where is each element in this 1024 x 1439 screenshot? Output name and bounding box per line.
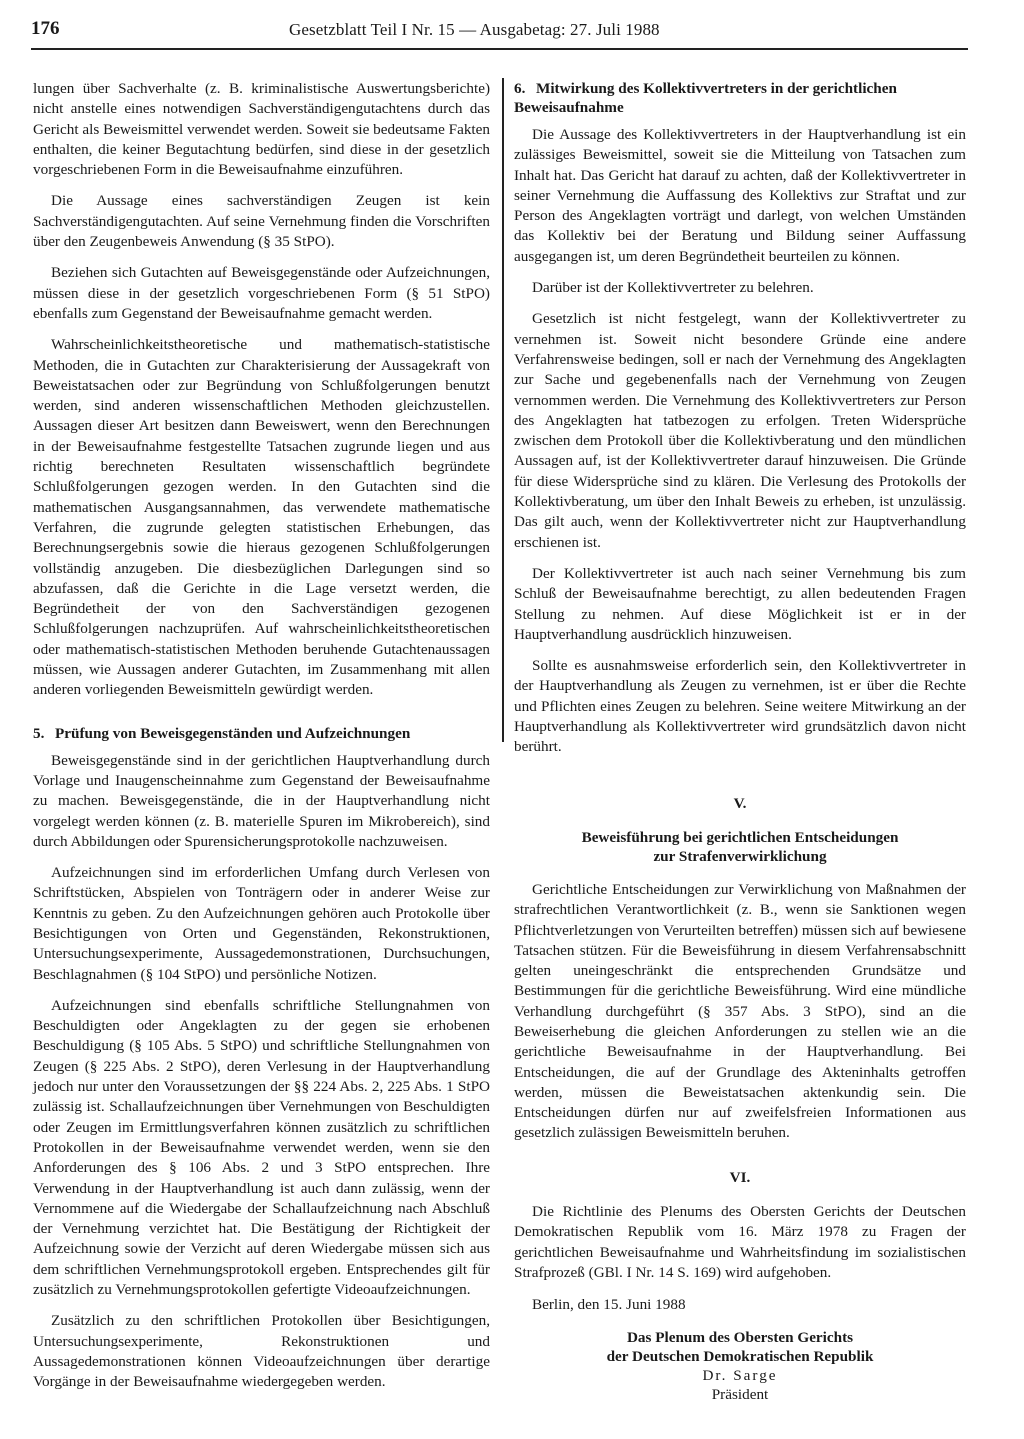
page-header (31, 14, 968, 50)
heading-title: Mitwirkung des Kollektivvertreters in der gerichtlichen Beweisaufnahme (514, 80, 897, 116)
heading-number: 5. (33, 724, 45, 742)
paragraph: Gerichtliche Entscheidungen zur Verwirklichung von Maßnahmen der strafrechtlichen Verantwortlichkeit (z. B., wenn sie Sanktionen wegen Pflichtverletzungen von Verurteilten betreffen) müssen sich auf bewiesene Tatsachen stützen. Für die Beweisführung in diesem Verfahrensabschnitt gelten uneingeschränkt die entsprechenden Grundsätze und Bestimmungen für die gerichtliche Beweisführung. Wird eine mündliche Verhandlung durchgeführt (§ 357 Abs. 3 StPO), sind an die Beweiserhebung die gleichen Anforderungen zu stellen wie an die gerichtliche Beweisaufnahme in der Hauptverhandlung. Bei Entscheidungen, die auf der Grundlage des Akteninhalts getroffen werden, müssen die Beweistatsachen aktenkundig sein. Die Entscheidungen dürfen nur auf zweifelsfreien Informationen aus gesetzlich zulässigen Beweismitteln beruhen. (514, 880, 966, 1142)
signer-name: Dr. Sarge (702, 1366, 778, 1384)
paragraph: Beweisgegenstände sind in der gerichtlichen Hauptverhandlung durch Vorlage und Inaugenscheinnahme zum Gegenstand der Beweisaufnahme zu machen. Beweisgegenstände, die in der Hauptverhandlung nicht vorgelegt werden können (z. B. materielle Spuren im Mikrobereich), sind durch Abbildungen oder Spurensicherungsprotokolle nachzuweisen. (33, 751, 490, 850)
paragraph: Aufzeichnungen sind ebenfalls schriftliche Stellungnahmen von Beschuldigten oder Angeklagten zu der gegen sie erhobenen Beschuldigung (§ 105 Abs. 5 StPO) und schriftliche Stellungnahmen von Zeugen (§ 225 Abs. 2 StPO), deren Verlesung in der Hauptverhandlung jedoch nur unter den Voraussetzungen der §§ 224 Abs. 2, 225 Abs. 1 StPO zulässig ist. Schallaufzeichnungen über Vernehmungen von Beschuldigten oder Zeugen im Ermittlungsverfahren können zusätzlich zu schriftlichen Protokollen in der Beweisaufnahme verwendet werden, wenn sie den Anforderungen des § 106 Abs. 2 und 3 StPO entsprechen. Ihre Verwendung in der Hauptverhandlung ist auch dann zulässig, wenn der Vernommene auf die Wiedergabe der Schallaufzeichnung nach Abschluß der Vernehmung verzichtet hat. Die Bestätigung der Richtigkeit der Aufzeichnung sowie der Verzicht auf deren Wiedergabe müssen sich aus dem schriftlichen Vernehmungsprotokoll ergeben. Entsprechendes gilt für zusätzlich zu Vernehmungsprotokollen gefertigte Videoaufzeichnungen. (33, 996, 490, 1299)
header-rule (31, 48, 968, 50)
section-number-vi: VI. (729, 1168, 751, 1186)
column-divider (502, 78, 504, 742)
paragraph: Beziehen sich Gutachten auf Beweisgegenstände oder Aufzeichnungen, müssen diese in der gesetzlich vorgeschriebenen Form (§ 51 StPO) ebenfalls zum Gegenstand der Beweisaufnahme gemacht werden. (33, 264, 490, 322)
signature-line: der Deutschen Demokratischen Republik (606, 1347, 874, 1365)
section-heading-5 (33, 724, 490, 743)
section-number-v: V. (733, 794, 747, 812)
section-heading-6 (514, 79, 966, 117)
signer-title: Präsident (711, 1385, 769, 1403)
place-date: Berlin, den 15. Juni 1988 (532, 1296, 686, 1314)
left-column (33, 79, 490, 1404)
signature-block (514, 1328, 966, 1366)
paragraph: lungen über Sachverhalte (z. B. kriminalistische Auswertungsberichte) nicht anstelle eines notwendigen Sachverständigengutachtens durch das Gericht als Beweismittel verwendet werden. Soweit sie bedeutsame Fakten enthalten, die keiner Begutachtung bedürfen, sind diese in der gesetzlich vorgeschriebenen Form in die Beweisaufnahme einzuführen. (33, 80, 490, 179)
section-title-line: Beweisführung bei gerichtlichen Entscheidungen (581, 828, 899, 846)
paragraph: Der Kollektivvertreter ist auch nach seiner Vernehmung bis zum Schluß der Beweisaufnahme berechtigt, zu allen bedeutenden Fragen Stellung zu nehmen. Auf diese Möglichkeit ist er in der Hauptverhandlung ausdrücklich hinzuweisen. (514, 564, 966, 643)
paragraph: Darüber ist der Kollektivvertreter zu belehren. (532, 279, 814, 297)
paragraph: Die Richtlinie des Plenums des Obersten Gerichts der Deutschen Demokratischen Republik vom 16. März 1978 zu Fragen der gerichtlichen Beweisaufnahme und Wahrheitsfindung im sozialistischen Strafprozeß (GBl. I Nr. 14 S. 169) wird aufgehoben. (514, 1203, 966, 1281)
paragraph: Zusätzlich zu den schriftlichen Protokollen über Besichtigungen, Untersuchungsexperimente, Rekonstruktionen und Aussagedemonstrationen können Videoaufzeichnungen über derartige Vorgänge in der Beweisaufnahme wiedergegeben werden. (33, 1312, 490, 1391)
section-title-line: zur Strafenverwirklichung (653, 847, 827, 865)
right-column (514, 79, 966, 1404)
paragraph: Die Aussage des Kollektivvertreters in der Hauptverhandlung ist ein zulässiges Beweismittel, soweit sie die Mitteilung von Tatsachen zum Inhalt hat. Das Gericht hat darauf zu achten, daß der Kollektivvertreter in seiner Vernehmung die Auffassung des Kollektivs zur Straftat und zur Person des Angeklagten vorträgt und darlegt, von welchen Umständen das Kollektiv bei der Beratung und Bildung seiner Auffassung ausgegangen ist, um deren Begründetheit beurteilen zu können. (514, 126, 966, 265)
section-title-v (514, 828, 966, 866)
running-head: Gesetzblatt Teil I Nr. 15 — Ausgabetag: 27. Juli 1988 (289, 20, 660, 39)
paragraph: Aufzeichnungen sind im erforderlichen Umfang durch Verlesen von Schriftstücken, Abspielen von Tonträgern oder in anderer Weise zur Kenntnis zu geben. Zu den Aufzeichnungen gehören auch Protokolle über Besichtigungen von Orten und Gegenständen, Rekonstruktionen, Untersuchungsexperimente, Aussagedemonstrationen, Durchsuchungen, Beschlagnahmen (§ 104 StPO) und persönliche Notizen. (33, 864, 490, 983)
signature-line: Das Plenum des Obersten Gerichts (626, 1328, 854, 1346)
paragraph: Gesetzlich ist nicht festgelegt, wann der Kollektivvertreter zu vernehmen ist. Soweit nicht besondere Gründe eine andere Verfahrensweise bedingen, soll er nach der Vernehmung des Angeklagten zur Sache und gegebenenfalls nach der Vernehmung von Zeugen vernommen werden. Die Vernehmung des Kollektivvertreters zur Person des Angeklagten hat tatbezogen zu erfolgen. Treten Widersprüche zwischen dem Protokoll über die Kollektivberatung und den mündlichen Aussagen auf, ist der Kollektivvertreter darauf hinzuweisen. Die Gründe für diese Widersprüche sind zu klären. Die Verlesung des Protokolls der Kollektivberatung, um über den Inhalt Beweis zu erheben, ist unzulässig. Das gilt auch, wenn der Kollektivvertreter nicht zur Hauptverhandlung erschienen ist. (514, 310, 966, 551)
signer (514, 1366, 966, 1404)
paragraph: Wahrscheinlichkeitstheoretische und mathematisch-statistische Methoden, die in Gutachten zur Charakterisierung der Aussagekraft von Beweistatsachen oder zur Begründung von Schlußfolgerungen benutzt werden, sind anderen wissenschaftlichen Methoden gleichzustellen. Aussagen dieser Art besitzen dann Beweiswert, wenn den Berechnungen in der Beweisaufnahme festgestellte Tatsachen zugrunde liegen und aus richtig berechneten Resultaten wissenschaftlich begründete Schlußfolgerungen gezogen werden. In den Gutachten sind die mathematischen Ausgangsannahmen, das verwendete mathematische Verfahren, die zugrunde gelegten statistischen Erhebungen, das Berechnungsergebnis sowie die hieraus gezogenen Schlußfolgerungen vollständig anzugeben. Die diesbezüglichen Darlegungen sind so abzufassen, daß die Gerichte in die Lage versetzt werden, die Begründetheit der von den Sachverständigen gezogenen Schlußfolgerungen nachzuprüfen. Auf wahrscheinlichkeitstheoretischen oder mathematisch-statistischen Methoden beruhende Gutachtenaussagen müssen, wie Aussagen anderer Gutachten, im Zusammenhang mit allen anderen vorliegenden Beweismitteln gewürdigt werden. (33, 336, 490, 699)
paragraph: Die Aussage eines sachverständigen Zeugen ist kein Sachverständigengutachten. Auf seine Vernehmung finden die Vorschriften über den Zeugenbeweis Anwendung (§ 35 StPO). (33, 192, 490, 251)
page-number: 176 (31, 18, 60, 39)
heading-title: Prüfung von Beweisgegenständen und Aufzeichnungen (55, 724, 411, 742)
heading-number: 6. (514, 80, 526, 97)
paragraph: Sollte es ausnahmsweise erforderlich sein, den Kollektivvertreter in der Hauptverhandlung als Zeugen zu vernehmen, ist er über die Rechte und Pflichten eines Zeugen zu belehren. Seine weitere Mitwirkung an der Hauptverhandlung als Kollektivvertreter wird grundsätzlich davon nicht berührt. (514, 657, 966, 756)
